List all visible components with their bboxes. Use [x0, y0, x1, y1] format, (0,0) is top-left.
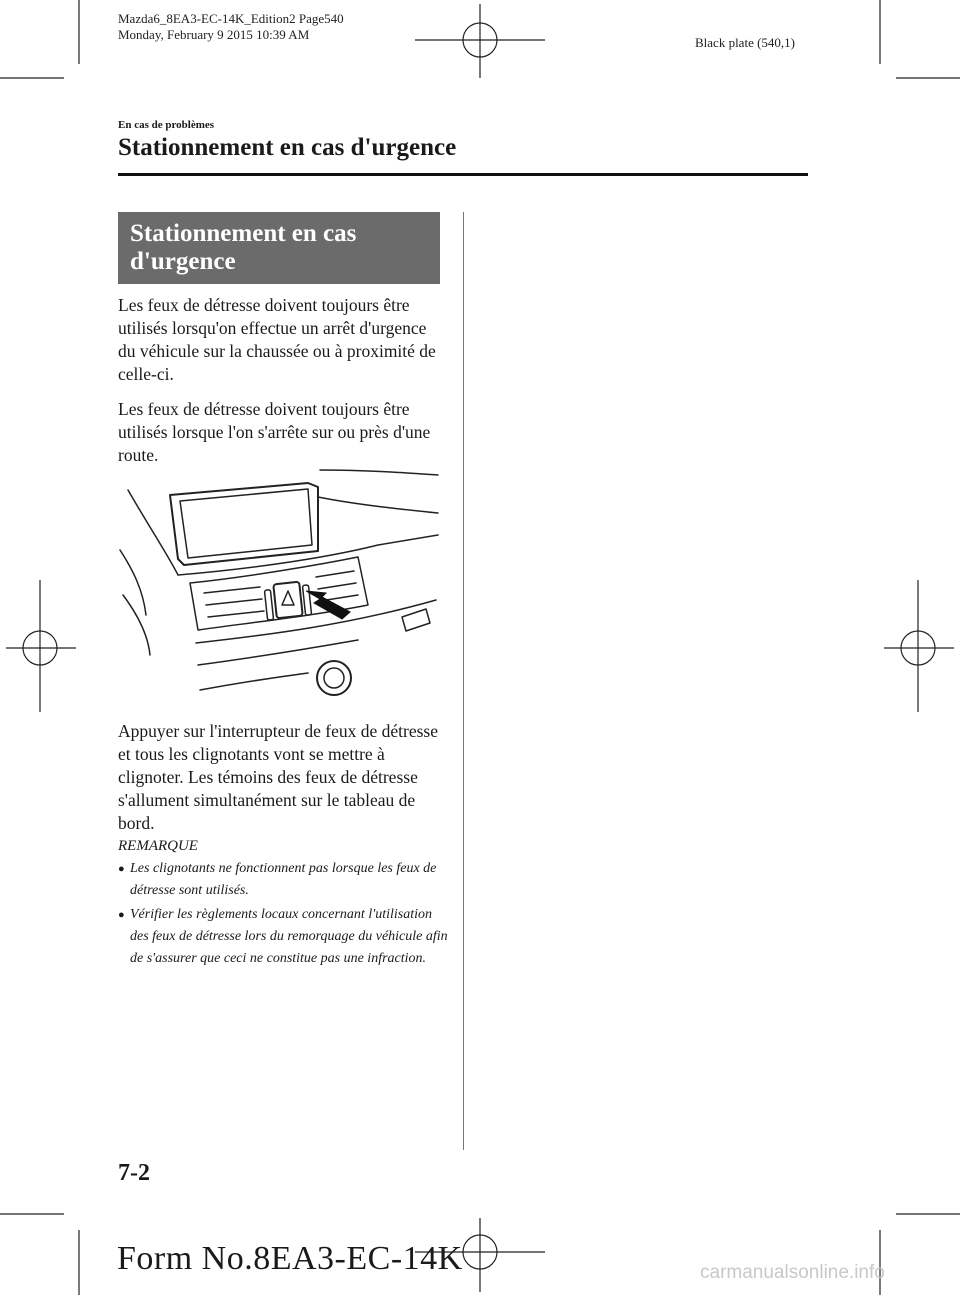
title-rule — [118, 173, 808, 176]
page-number: 7-2 — [118, 1160, 150, 1186]
remark-item-text: Les clignotants ne fonctionnent pas lorsque les feux de détresse sont utilisés. — [130, 861, 437, 898]
section-heading-line2: d'urgence — [130, 248, 236, 275]
section-heading-box — [118, 212, 440, 284]
bullet-icon: ● — [118, 863, 125, 875]
print-file-line: Mazda6_8EA3-EC-14K_Edition2 Page540 — [118, 11, 344, 26]
plate-label: Black plate (540,1) — [695, 35, 795, 50]
paragraph-3: Appuyer sur l'interrupteur de feux de détresse et tous les clignotants vont se mettre à clignoter. Les témoins des feux de détresse s'allument simultanément sur le tableau de bord. — [118, 721, 438, 833]
print-header — [118, 11, 344, 43]
section-heading-line1: Stationnement en cas — [130, 220, 357, 247]
remark-heading: REMARQUE — [118, 838, 198, 854]
paragraph-1: Les feux de détresse doivent toujours être utilisés lorsqu'on effectue un arrêt d'urgence du véhicule sur la chaussée ou à proximité de celle-ci. — [118, 295, 436, 384]
section-label: En cas de problèmes — [118, 119, 215, 131]
page-title: Stationnement en cas d'urgence — [118, 134, 457, 161]
watermark-link[interactable]: carmanualsonline.info — [700, 1262, 885, 1283]
list-item — [118, 904, 448, 970]
list-item — [118, 858, 448, 902]
form-number: Form No.8EA3-EC-14K — [117, 1240, 463, 1277]
remark-item-text: Vérifier les règlements locaux concernant l'utilisation des feux de détresse lors du remorquage du véhicule afin de s'assurer que ceci ne constitue pas une infraction. — [130, 907, 448, 966]
hazard-switch-illustration — [118, 465, 440, 710]
paragraph-2: Les feux de détresse doivent toujours être utilisés lorsque l'on s'arrête sur ou près d'une route. — [118, 399, 431, 465]
remark-list — [118, 858, 448, 972]
bullet-icon: ● — [118, 909, 125, 921]
print-date-line: Monday, February 9 2015 10:39 AM — [118, 27, 310, 42]
column-divider — [463, 212, 464, 1150]
